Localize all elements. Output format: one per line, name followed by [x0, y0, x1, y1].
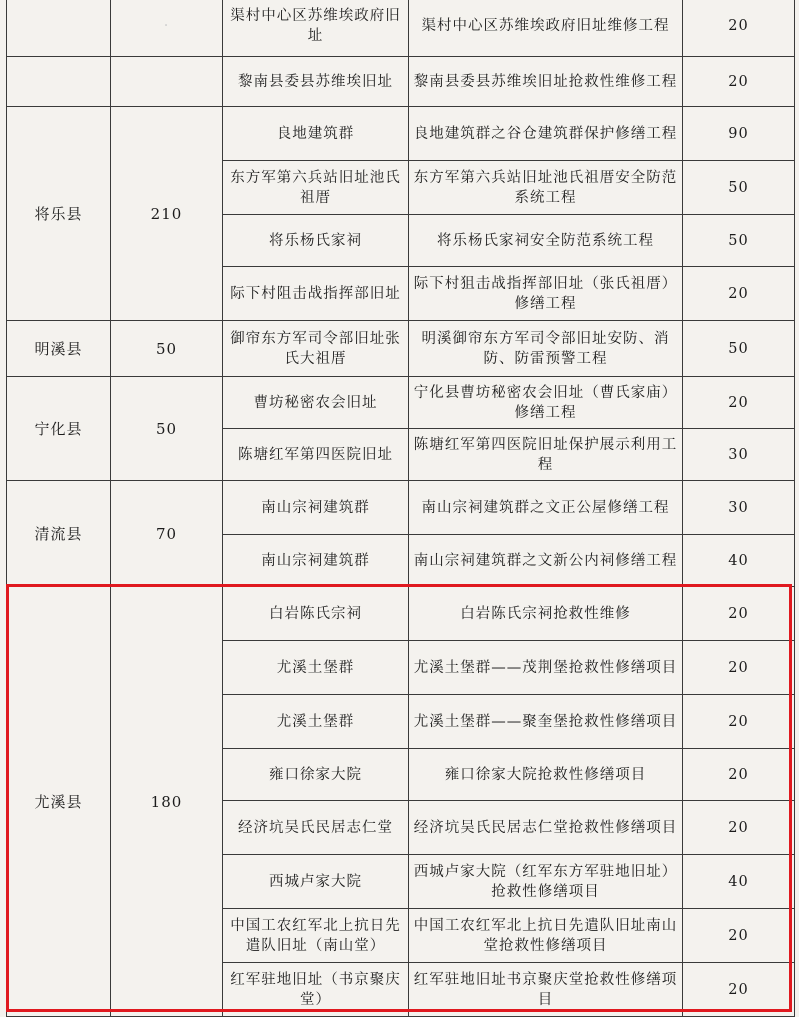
funding-table: [6, 0, 795, 1017]
fund-cell: 20: [683, 377, 795, 429]
project-cell: 良地建筑群之谷仓建筑群保护修缮工程: [409, 107, 683, 161]
county-amount: 70: [111, 481, 223, 587]
site-cell: 经济坑吴氏民居志仁堂: [223, 801, 409, 855]
table-row: [7, 321, 795, 377]
county-name: 明溪县: [7, 321, 111, 377]
fund-cell: 20: [683, 641, 795, 695]
fund-cell: 90: [683, 107, 795, 161]
site-cell: 御帘东方军司令部旧址张氏大祖厝: [223, 321, 409, 377]
fund-cell: 20: [683, 57, 795, 107]
fund-cell: 30: [683, 429, 795, 481]
site-cell: 南山宗祠建筑群: [223, 535, 409, 587]
county-amount: 50: [111, 321, 223, 377]
county-name: 清流县: [7, 481, 111, 587]
project-cell: 东方军第六兵站旧址池氏祖厝安全防范系统工程: [409, 161, 683, 215]
site-cell: 白岩陈氏宗祠: [223, 587, 409, 641]
site-cell: 西城卢家大院: [223, 855, 409, 909]
county-cell: [7, 57, 111, 107]
table-row: [7, 107, 795, 161]
fund-cell: 40: [683, 855, 795, 909]
site-cell: 尤溪土堡群: [223, 695, 409, 749]
site-cell: 南山宗祠建筑群: [223, 481, 409, 535]
fund-cell: 30: [683, 481, 795, 535]
fund-cell: 20: [683, 909, 795, 963]
project-cell: 陈塘红军第四医院旧址保护展示利用工程: [409, 429, 683, 481]
site-cell: 中国工农红军北上抗日先遣队旧址（南山堂）: [223, 909, 409, 963]
site-cell: 尤溪土堡群: [223, 641, 409, 695]
fund-cell: 20: [683, 749, 795, 801]
site-cell: 良地建筑群: [223, 107, 409, 161]
project-cell: 南山宗祠建筑群之文正公屋修缮工程: [409, 481, 683, 535]
table-row: [7, 0, 795, 57]
site-cell: 东方军第六兵站旧址池氏祖厝: [223, 161, 409, 215]
site-cell: 际下村阻击战指挥部旧址: [223, 267, 409, 321]
fund-cell: 40: [683, 535, 795, 587]
amount-cell: ·: [111, 0, 223, 57]
amount-cell: [111, 57, 223, 107]
site-cell: 渠村中心区苏维埃政府旧址: [223, 0, 409, 57]
project-cell: 渠村中心区苏维埃政府旧址维修工程: [409, 0, 683, 57]
fund-cell: 20: [683, 0, 795, 57]
county-amount: 50: [111, 377, 223, 481]
table-row: [7, 377, 795, 429]
table-row: [7, 57, 795, 107]
project-cell: 尤溪土堡群——茂荆堡抢救性修缮项目: [409, 641, 683, 695]
fund-cell: 20: [683, 695, 795, 749]
project-cell: 红军驻地旧址书京聚庆堂抢救性修缮项目: [409, 963, 683, 1017]
project-cell: 际下村狙击战指挥部旧址（张氏祖厝）修缮工程: [409, 267, 683, 321]
table-row: [7, 481, 795, 535]
site-cell: 陈塘红军第四医院旧址: [223, 429, 409, 481]
fund-cell: 50: [683, 215, 795, 267]
project-cell: 西城卢家大院（红军东方军驻地旧址）抢救性修缮项目: [409, 855, 683, 909]
fund-cell: 50: [683, 321, 795, 377]
fund-cell: 20: [683, 801, 795, 855]
project-cell: 经济坑吴氏民居志仁堂抢救性修缮项目: [409, 801, 683, 855]
project-cell: 尤溪土堡群——聚奎堡抢救性修缮项目: [409, 695, 683, 749]
project-cell: 南山宗祠建筑群之文新公内祠修缮工程: [409, 535, 683, 587]
fund-cell: 20: [683, 267, 795, 321]
county-name: 将乐县: [7, 107, 111, 321]
project-cell: 将乐杨氏家祠安全防范系统工程: [409, 215, 683, 267]
fund-cell: 20: [683, 587, 795, 641]
table-row: [7, 587, 795, 641]
county-amount: 210: [111, 107, 223, 321]
fund-cell: 50: [683, 161, 795, 215]
site-cell: 黎南县委县苏维埃旧址: [223, 57, 409, 107]
project-cell: 白岩陈氏宗祠抢救性维修: [409, 587, 683, 641]
county-amount: 180: [111, 587, 223, 1017]
fund-cell: 20: [683, 963, 795, 1017]
project-cell: 黎南县委县苏维埃旧址抢救性维修工程: [409, 57, 683, 107]
project-cell: 雍口徐家大院抢救性修缮项目: [409, 749, 683, 801]
county-name: 尤溪县: [7, 587, 111, 1017]
site-cell: 雍口徐家大院: [223, 749, 409, 801]
county-name: 宁化县: [7, 377, 111, 481]
site-cell: 曹坊秘密农会旧址: [223, 377, 409, 429]
site-cell: 红军驻地旧址（书京聚庆堂）: [223, 963, 409, 1017]
project-cell: 明溪御帘东方军司令部旧址安防、消防、防雷预警工程: [409, 321, 683, 377]
project-cell: 中国工农红军北上抗日先遣队旧址南山堂抢救性修缮项目: [409, 909, 683, 963]
county-cell: [7, 0, 111, 57]
site-cell: 将乐杨氏家祠: [223, 215, 409, 267]
project-cell: 宁化县曹坊秘密农会旧址（曹氏家庙）修缮工程: [409, 377, 683, 429]
